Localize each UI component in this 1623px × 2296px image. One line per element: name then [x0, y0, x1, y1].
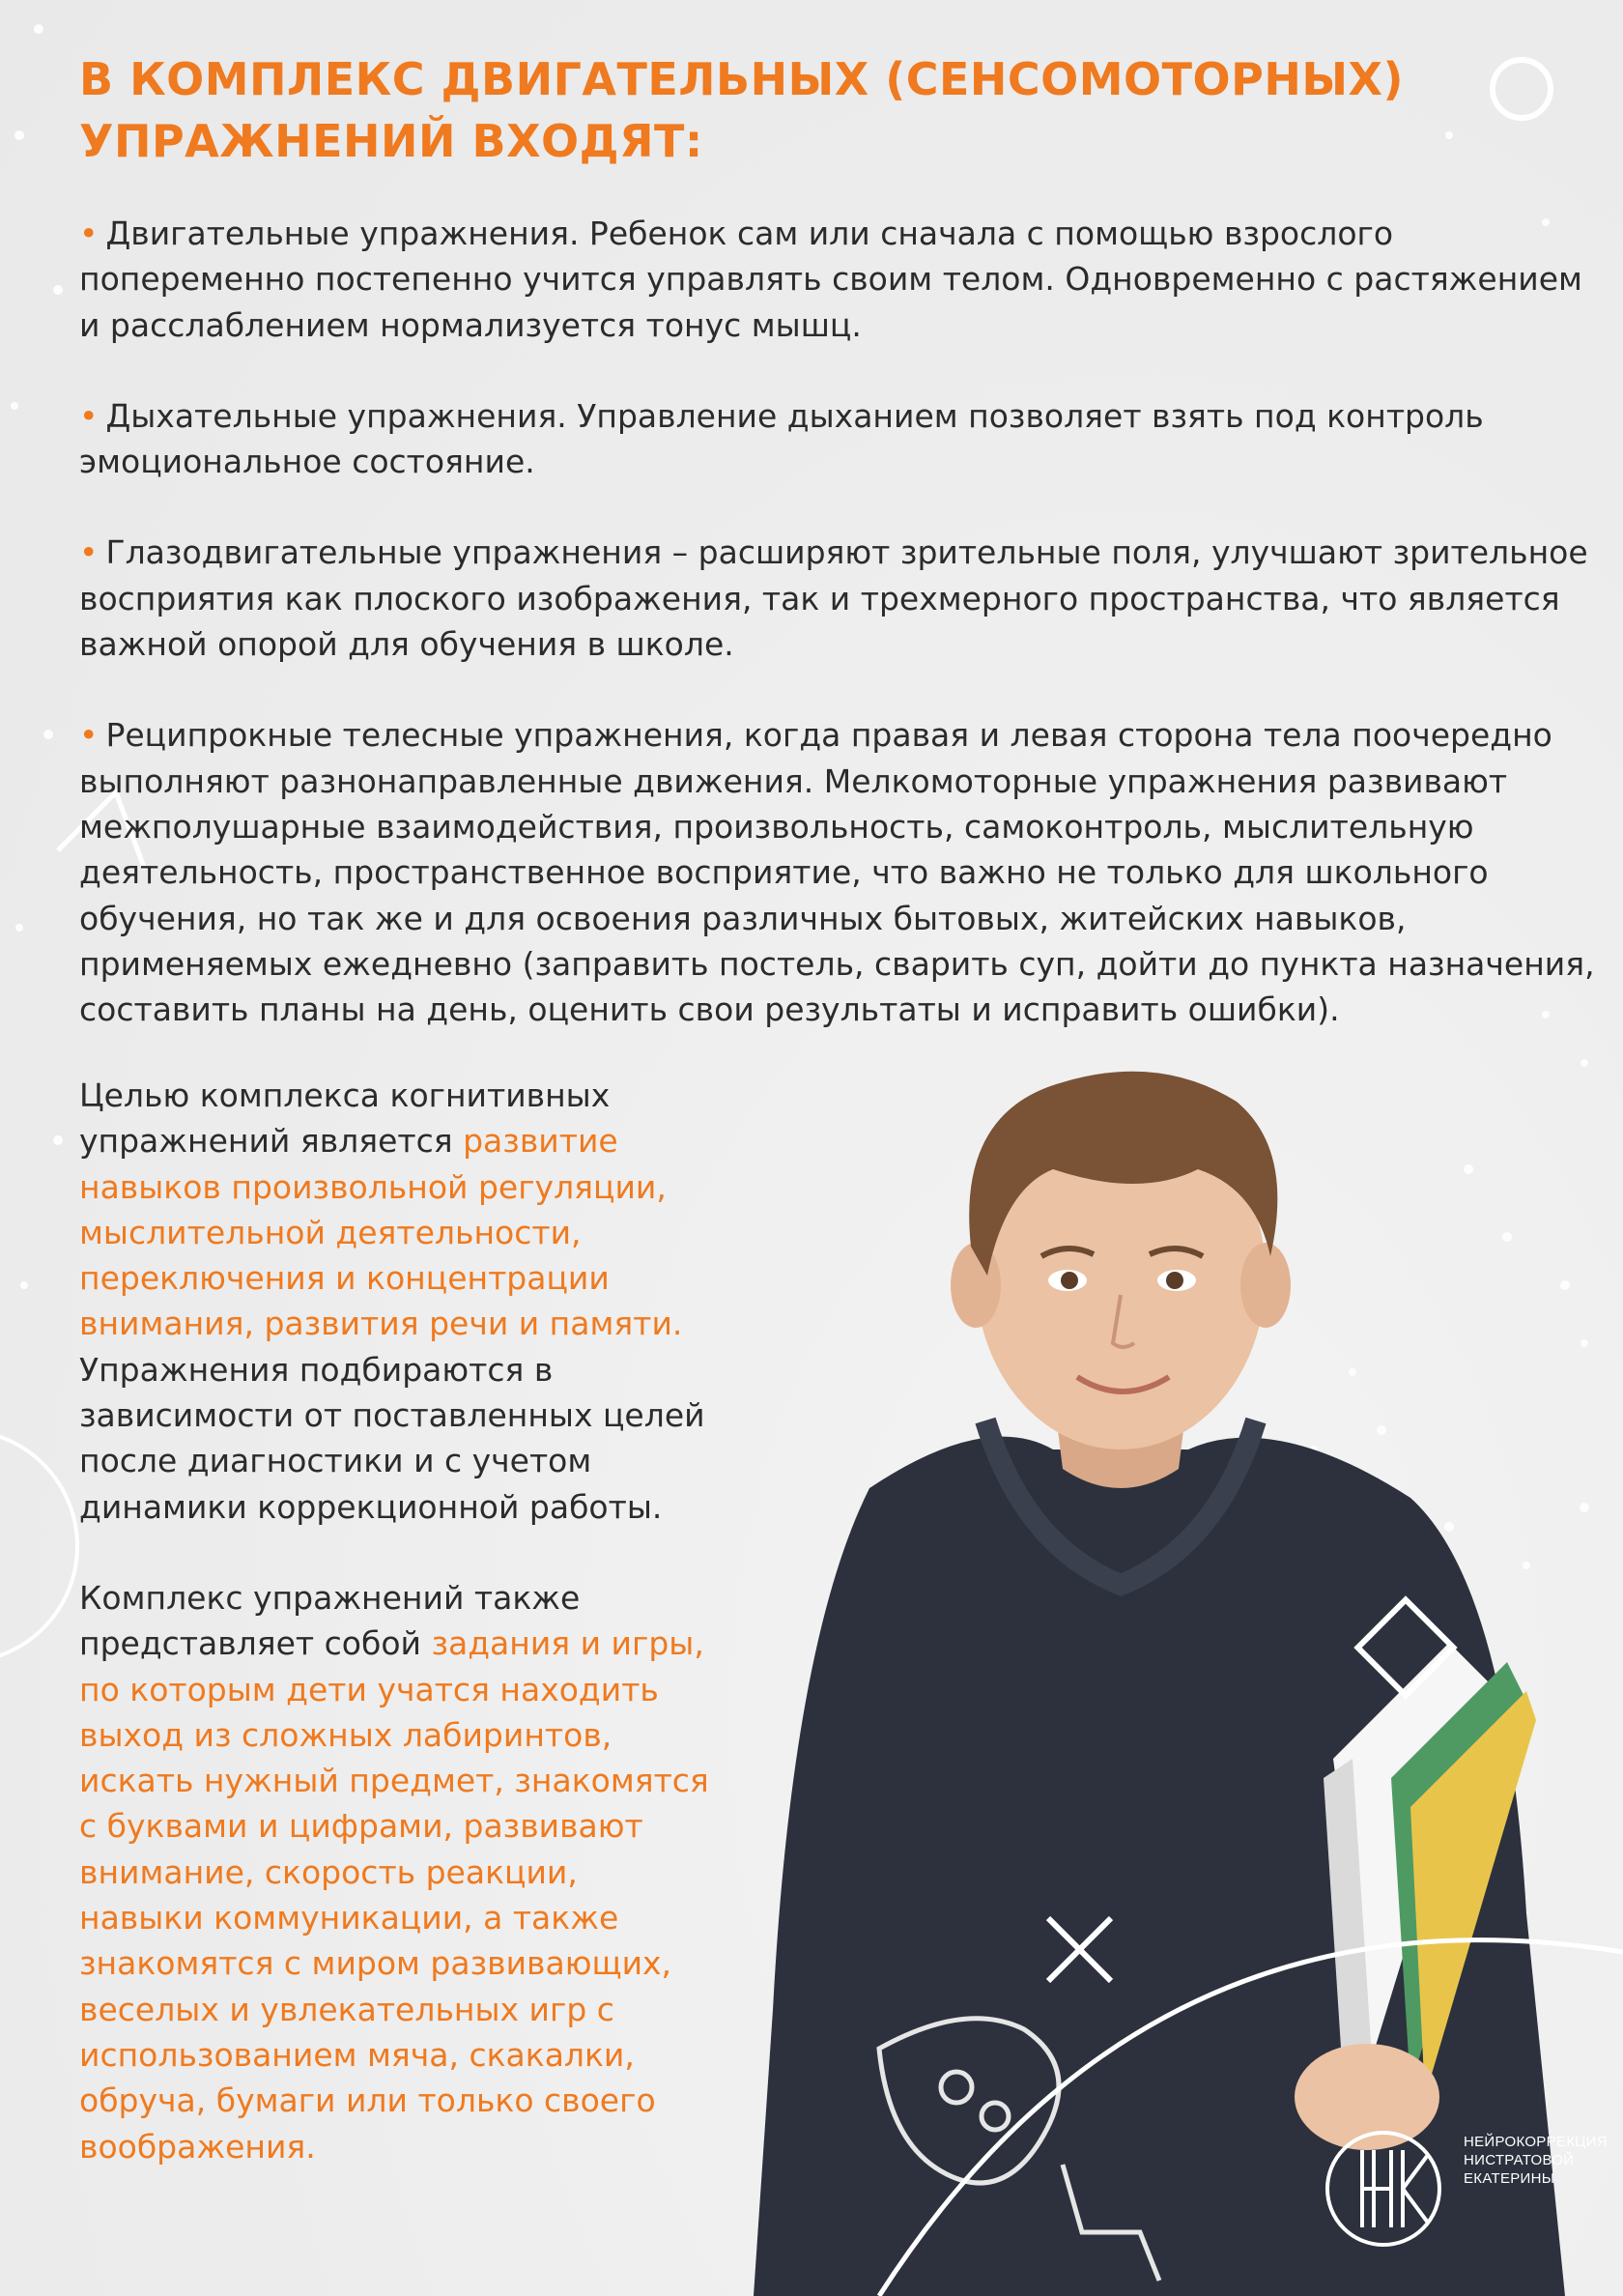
highlight-text: использованием мяча, скакалки, [79, 2035, 635, 2074]
brand-name-line: НЕЙРОКОРРЕКЦИЯ [1464, 2134, 1608, 2150]
bullet-text: и расслаблением нормализуется тонус мышц. [79, 305, 862, 344]
bullet-text: составить планы на день, оценить свои результаты и исправить ошибки). [79, 990, 1340, 1029]
title-line-1: В КОМПЛЕКС ДВИГАТЕЛЬНЫХ (СЕНСОМОТОРНЫХ) [79, 53, 1404, 105]
large-arc-decoration [0, 1430, 77, 1662]
bullet-text: Глазодвигательные упражнения – расширяют зрительные поля, улучшают зрительное [105, 533, 1588, 572]
text-line: Целью комплекса когнитивных [79, 1076, 611, 1114]
text-line: упражнений является [79, 1122, 464, 1161]
title-line-2: УПРАЖНЕНИЙ ВХОДЯТ: [79, 115, 703, 167]
bullet-item [79, 530, 1623, 667]
highlight-text: выход из сложных лабиринтов, [79, 1715, 612, 1754]
text-line: представляет собой [79, 1624, 432, 1663]
text-line: зависимости от поставленных целей [79, 1396, 705, 1435]
bullet-marker: • [79, 215, 99, 252]
bullet-item [79, 393, 1623, 485]
bullet-marker: • [79, 716, 99, 755]
highlight-text: мыслительной деятельности, [79, 1213, 582, 1251]
highlight-text: внимание, скорость реакции, [79, 1852, 578, 1891]
cognitive-paragraph [79, 1073, 755, 2169]
highlight-text: внимания, развития речи и памяти. [79, 1305, 683, 1343]
bullet-text: обучения, но так же и для освоения различных бытовых, житейских навыков, [79, 899, 1407, 937]
bullet-item [79, 712, 1623, 1032]
bullet-text: Дыхательные упражнения. Управление дыханием позволяет взять под контроль [105, 396, 1484, 435]
highlight-text: искать нужный предмет, знакомятся [79, 1762, 709, 1800]
bullet-text: важной опорой для обучения в школе. [79, 625, 734, 664]
bullet-text: Реципрокные телесные упражнения, когда правая и левая сторона тела поочередно [105, 716, 1552, 755]
text-line: Комплекс упражнений также [79, 1578, 581, 1617]
bullet-text: восприятия как плоского изображения, так и трехмерного пространства, что является [79, 579, 1560, 617]
highlight-text: знакомятся с миром развивающих, [79, 1944, 672, 1983]
highlight-text: развитие [463, 1122, 618, 1161]
brand-name [1464, 2133, 1608, 2188]
page-title [79, 48, 1528, 172]
highlight-text: по которым дети учатся находить [79, 1670, 659, 1708]
bullet-text: применяемых ежедневно (заправить постель, сварить суп, дойти до пункта назначения, [79, 944, 1595, 983]
bullet-marker: • [79, 533, 99, 572]
bullet-list [79, 211, 1623, 1077]
bullet-text: эмоциональное состояние. [79, 443, 535, 481]
bullet-text: выполняют разнонаправленные движения. Мелкомоторные упражнения развивают [79, 761, 1508, 800]
highlight-text: навыков произвольной регуляции, [79, 1167, 667, 1206]
games-paragraph [79, 1575, 755, 2169]
highlight-text: обруча, бумаги или только своего [79, 2081, 656, 2120]
text-line: динамики коррекционной работы. [79, 1487, 663, 1526]
text-line: Упражнения подбираются в [79, 1350, 554, 1389]
highlight-text: переключения и концентрации [79, 1259, 610, 1298]
highlight-text: веселых и увлекательных игр с [79, 1990, 614, 2028]
bullet-text: межполушарные взаимодействия, произвольность, самоконтроль, мыслительную [79, 807, 1474, 846]
highlight-text: с буквами и цифрами, развивают [79, 1807, 643, 1846]
bullet-text: Двигательные упражнения. Ребенок сам или сначала с помощью взрослого [105, 215, 1394, 252]
brand-logo-icon [1324, 2107, 1613, 2271]
bullet-item [79, 211, 1623, 348]
highlight-text: навыки коммуникации, а также [79, 1899, 619, 1937]
text-line: после диагностики и с учетом [79, 1442, 592, 1480]
highlight-text: задания и игры, [431, 1624, 704, 1663]
highlight-text: воображения. [79, 2127, 316, 2166]
brand-name-line: НИСТРАТОВОЙ [1464, 2152, 1575, 2168]
bullet-marker: • [79, 396, 99, 435]
bullet-text: попеременно постепенно учится управлять своим телом. Одновременно с растяжением [79, 260, 1582, 299]
brand-name-line: ЕКАТЕРИНЫ [1464, 2170, 1555, 2187]
bullet-text: деятельность, пространственное восприятие, что важно не только для школьного [79, 853, 1489, 892]
